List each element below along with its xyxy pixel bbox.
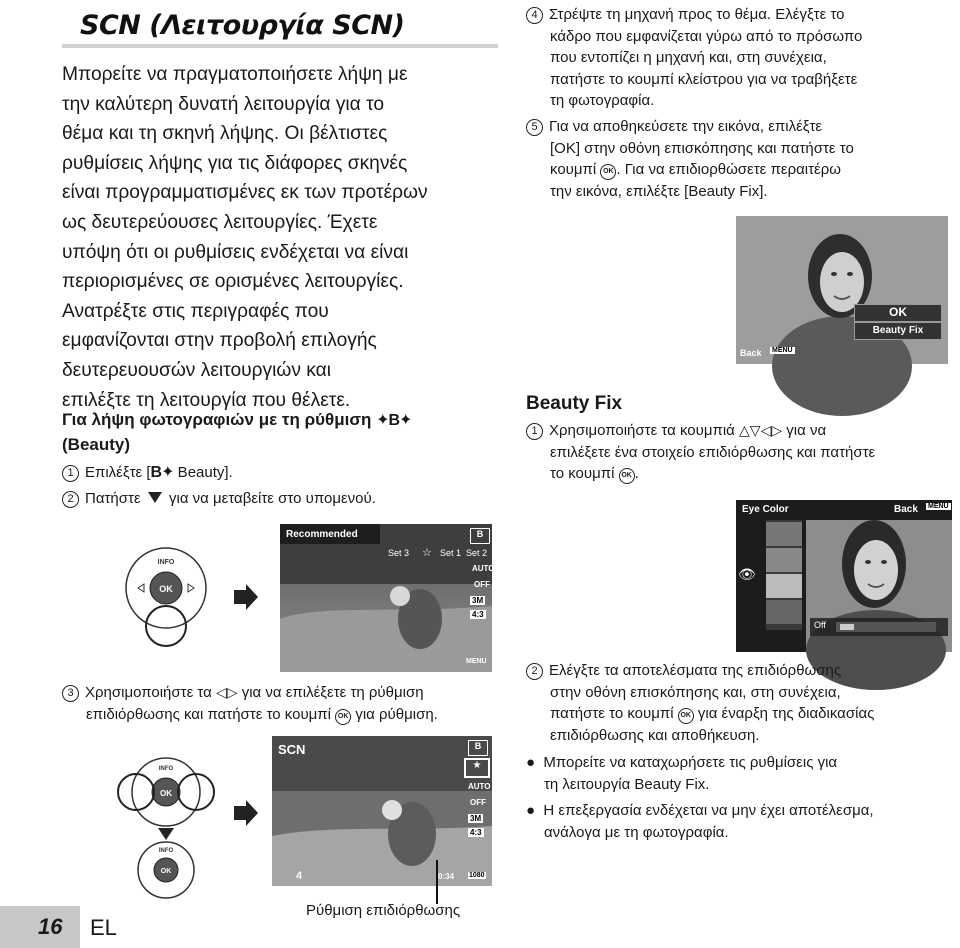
step-text: επιλέξετε ένα στοιχείο επιδιόρθωσης και πατήστε — [550, 443, 876, 461]
beauty-mode-icon: B✦ — [150, 464, 174, 481]
ok-button-icon: OK — [678, 708, 694, 724]
title-underline — [62, 44, 498, 48]
step-number: 1 — [62, 465, 79, 482]
ratio-label: 4:3 — [472, 610, 484, 619]
step-text: την εικόνα, επιλέξτε [Beauty Fix]. — [550, 182, 768, 200]
menu-key-label: MENU — [928, 503, 949, 510]
camera-screen-review — [736, 216, 948, 364]
menu-key-label: MENU — [772, 347, 793, 354]
off-label: Off — [814, 620, 826, 630]
language-code: EL — [90, 915, 117, 940]
intro-line: ρυθμίσεις λήψης για τις διάφορες σκηνές — [62, 152, 408, 174]
note-text: Η επεξεργασία ενδέχεται να μην έχει αποτέλεσμα, — [543, 802, 874, 819]
ok-option-button[interactable]: OK — [854, 304, 942, 322]
svg-text:OK: OK — [159, 584, 173, 594]
menu-label: MENU — [466, 658, 487, 665]
step-text: στην οθόνη επισκόπησης και, στη συνέχεια, — [550, 683, 841, 701]
step-number: 4 — [526, 7, 543, 24]
intro-line: υπόψη ότι οι ρυθμίσεις ενδέχεται να είναι — [62, 241, 409, 263]
back-label: Back — [740, 348, 762, 358]
svg-text:INFO: INFO — [157, 559, 175, 566]
note-text: Μπορείτε να καταχωρήσετε τις ρυθμίσεις για — [543, 754, 838, 771]
eye-icon: 👁 — [738, 566, 756, 582]
beauty-step-2 — [62, 488, 502, 510]
step-text: πατήστε το κουμπί κλείστρου για να τραβήξετε — [550, 70, 858, 88]
ok-button-icon: OK — [600, 164, 616, 180]
step-text: επιδιόρθωσης και πατήστε το κουμπί — [86, 705, 331, 723]
intro-line: Μπορείτε να πραγματοποιήσετε λήψη με — [62, 64, 408, 85]
svg-text:INFO: INFO — [158, 766, 174, 772]
step-text: πατήστε το κουμπί — [550, 705, 674, 723]
beauty-step-3 — [62, 682, 508, 725]
step-number: 2 — [62, 491, 79, 508]
back-label: Back — [894, 504, 918, 515]
step-4 — [526, 4, 956, 112]
step-5 — [526, 116, 956, 202]
step-number: 1 — [526, 423, 543, 440]
step-text: για ρύθμιση. — [355, 705, 438, 723]
camera-screen-eye-color — [736, 500, 952, 652]
resolution-label: 1080 — [469, 872, 485, 879]
bullet-icon: ● — [526, 802, 544, 819]
size-label: 3M — [472, 596, 484, 605]
intro-paragraph — [62, 60, 508, 415]
record-time-label: 0:34 — [438, 872, 455, 881]
eye-color-label: Eye Color — [742, 504, 789, 515]
step-text: κάδρο που εμφανίζεται γύρω από το πρόσωπο — [550, 27, 863, 45]
recommended-label: Recommended — [286, 529, 358, 540]
svg-text:INFO: INFO — [158, 848, 174, 854]
intro-line: περιορισμένες σε ορισμένες λειτουργίες. — [62, 271, 404, 293]
step-text: Ελέγξτε τα αποτελέσματα της επιδιόρθωσης — [549, 662, 842, 679]
off-label: OFF — [474, 580, 490, 589]
beauty-mode-icon: ✦B✦ — [376, 412, 412, 429]
beauty-step-1 — [62, 462, 502, 484]
step-text: . — [634, 465, 639, 483]
page-title: SCN (Λειτουργία SCN) — [80, 10, 405, 41]
step-number: 2 — [526, 663, 543, 680]
intro-line: εμφανίζονται στην προβολή επιλογής — [62, 330, 377, 352]
step-text: Επιλέξτε [ — [85, 464, 151, 481]
beauty-heading-line1: Για λήψη φωτογραφιών με τη ρύθμιση — [62, 410, 372, 429]
beauty-heading-line2: (Beauty) — [62, 435, 131, 454]
step-text: [OK] στην οθόνη επισκόπησης και πατήστε το — [550, 139, 854, 157]
camera-screen-recommended — [280, 524, 495, 672]
intro-line: δευτερευουσών λειτουργιών και — [62, 359, 332, 381]
step-text: για να επιλέξετε τη ρύθμιση — [241, 684, 424, 701]
beauty-fix-step-2 — [526, 660, 956, 746]
step-text: τη φωτογραφία. — [550, 92, 655, 110]
step-text: . Για να επιδιορθώσετε περαιτέρω — [616, 161, 841, 179]
note-text: τη λειτουργία Beauty Fix. — [544, 775, 710, 793]
step-text: για να μεταβείτε στο υπομενού. — [169, 490, 376, 507]
ratio-label: 4:3 — [470, 828, 482, 837]
beauty-heading — [62, 408, 411, 457]
bullet-icon: ● — [526, 754, 544, 771]
caption-pointer-line — [436, 860, 438, 904]
beauty-mode-icon: B — [470, 528, 490, 544]
size-label: 3M — [470, 814, 482, 823]
step-number: 3 — [62, 685, 79, 702]
four-way-arrows-icon: △▽◁▷ — [739, 422, 783, 438]
down-arrow-icon — [148, 492, 162, 503]
beauty-fix-heading: Beauty Fix — [526, 393, 623, 414]
off-label: OFF — [470, 798, 486, 807]
step-text: Beauty]. — [173, 464, 233, 481]
svg-text:OK: OK — [160, 789, 172, 798]
left-right-arrows-icon: ◁▷ — [216, 684, 238, 700]
note-bullet-1 — [526, 752, 956, 795]
set2-label: Set 2 — [466, 548, 488, 558]
step-text: που εντοπίζει η μηχανή και, στη συνέχεια, — [550, 49, 827, 67]
arrow-right-icon — [232, 800, 258, 826]
beauty-fix-step-1 — [526, 420, 956, 485]
camera-control-dial-icon — [110, 546, 210, 656]
star-icon: ★ — [464, 758, 490, 778]
camera-control-dial-icon — [110, 752, 220, 902]
arrow-right-icon — [232, 584, 258, 610]
ok-button-icon: OK — [619, 468, 635, 484]
set1-label: Set 1 — [440, 548, 462, 558]
intro-line: θέμα και τη σκηνή λήψης. Οι βέλτιστες — [62, 123, 388, 145]
step-text: το κουμπί — [550, 465, 615, 483]
step-text: Πατήστε — [85, 490, 141, 507]
step-text: Για να αποθηκεύσετε την εικόνα, επιλέξτε — [549, 118, 823, 135]
auto-label: AUTO — [468, 782, 491, 791]
step-text: Χρησιμοποιήστε τα κουμπιά — [549, 422, 735, 439]
star-icon: ☆ — [422, 547, 432, 559]
note-text: ανάλογα με τη φωτογραφία. — [544, 823, 729, 841]
step-text: κουμπί — [550, 161, 597, 179]
intro-line: ως δευτερεύουσες λειτουργίες. Έχετε — [62, 211, 378, 233]
step-number: 5 — [526, 119, 543, 136]
step-text: επιδιόρθωσης και αποθήκευση. — [550, 726, 760, 744]
intro-line: Ανατρέξτε στις περιγραφές που — [62, 300, 329, 322]
caption-correction-setting: Ρύθμιση επιδιόρθωσης — [306, 902, 461, 919]
step-text: Στρέψτε τη μηχανή προς το θέμα. Ελέγξτε το — [549, 6, 845, 23]
auto-label: AUTO — [472, 564, 495, 573]
camera-screen-scn — [272, 736, 492, 886]
set3-label: Set 3 — [388, 548, 410, 558]
step-text: για να — [786, 422, 827, 439]
page-number: 16 — [38, 914, 63, 939]
intro-line: επιλέξτε τη λειτουργία που θέλετε. — [62, 389, 351, 411]
note-bullet-2 — [526, 800, 956, 843]
shots-remaining-label: 4 — [296, 870, 303, 882]
svg-text:OK: OK — [160, 868, 172, 875]
beauty-fix-option-button[interactable]: Beauty Fix — [854, 322, 942, 340]
ok-button-icon: OK — [335, 709, 351, 725]
beauty-mode-icon: B — [468, 740, 488, 756]
step-text: για έναρξη της διαδικασίας — [697, 705, 875, 723]
intro-line: την καλύτερη δυνατή λειτουργία για το — [62, 93, 385, 115]
step-text: Χρησιμοποιήστε τα — [85, 684, 212, 701]
intro-line: είναι προγραμματισμένες εκ των προτέρων — [62, 182, 428, 204]
scn-mode-label: SCN — [278, 742, 306, 757]
